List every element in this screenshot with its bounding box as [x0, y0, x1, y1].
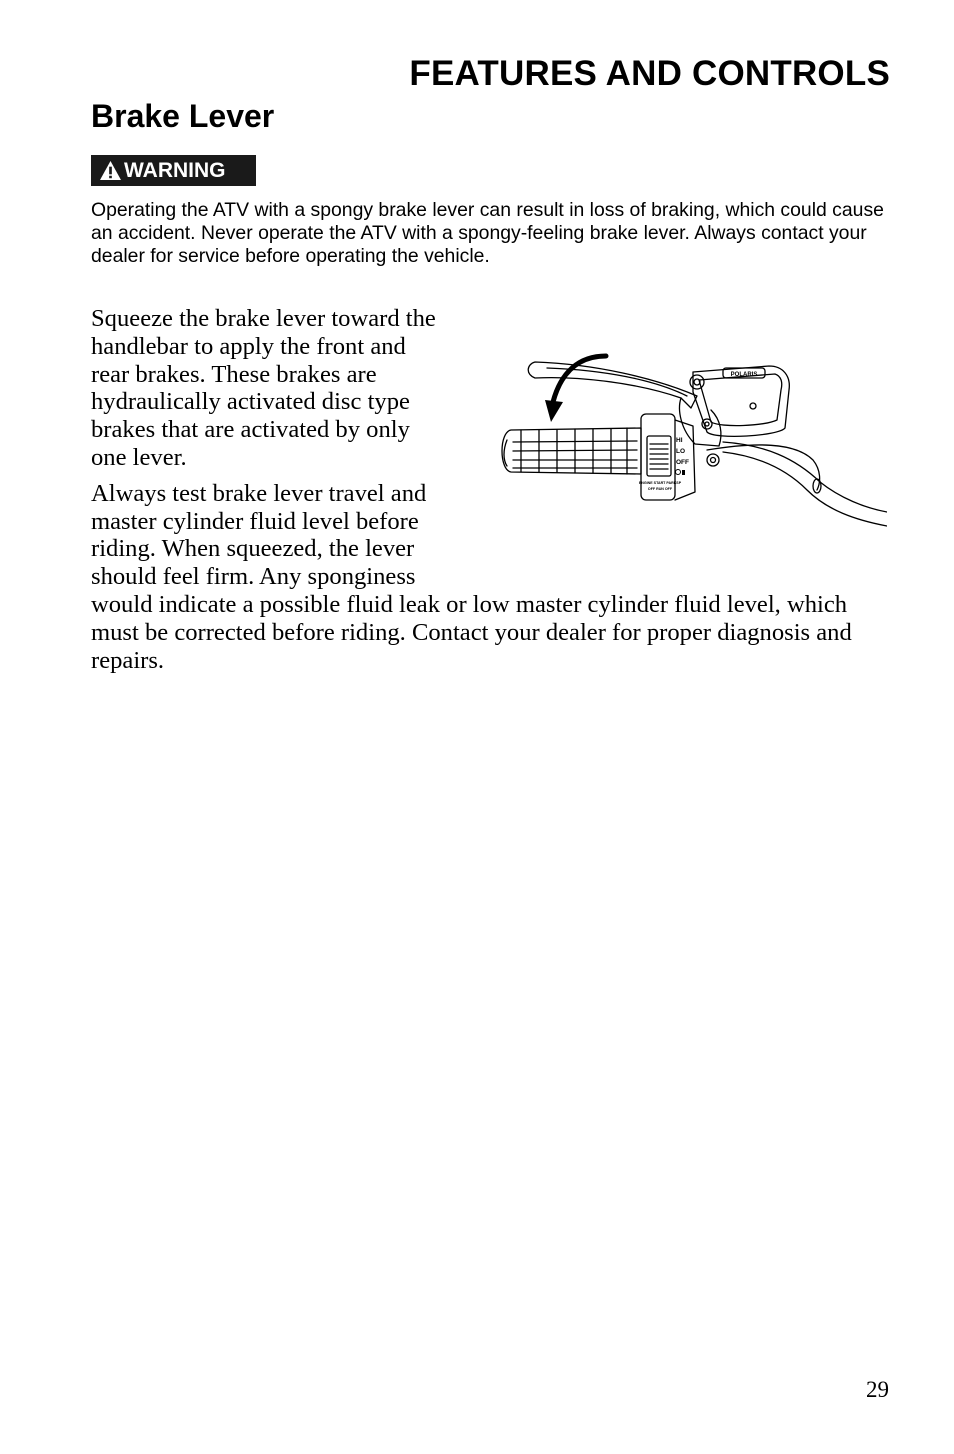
body-paragraph-1: Squeeze the brake lever toward the handlebar to apply the front and rear brakes. These brakes are hydraulically activated disc type brakes that are activated by only one lever. [91, 305, 436, 471]
chapter-title: FEATURES AND CONTROLS [409, 54, 890, 93]
reservoir-brand-label: POLARIS [730, 372, 758, 378]
switch-label-engine-row: ENGINE START PARKSP [638, 481, 682, 485]
switch-label-off: OFF [676, 459, 689, 466]
warning-label: WARNING [124, 158, 226, 182]
handlebar-tube [723, 442, 887, 512]
switch-label-engine-states: OFF RUN OFF [647, 487, 673, 491]
brake-lever-figure [495, 350, 887, 536]
switch-label-hi: HI [676, 437, 683, 444]
warning-triangle-icon [99, 160, 122, 181]
warning-badge [91, 155, 256, 186]
warning-text: Operating the ATV with a spongy brake lever can result in loss of braking, which could cause an accident. Never operate the ATV with a spongy-feeling brake lever. Always contact your dealer for service before operating the vehicle. [91, 199, 884, 267]
light-switch [647, 436, 671, 476]
switch-label-lo: LO [676, 448, 686, 455]
page-number: 29 [866, 1377, 889, 1402]
section-title: Brake Lever [91, 98, 275, 134]
body-paragraph-2: Always test brake lever travel and master cylinder fluid level before riding. When squeezed, the lever should feel firm. Any sponginess would indicate a possible fluid leak or low master cylinder fluid level, which must be corrected before riding. Contact your dealer for proper diagnosis and repairs. [91, 479, 852, 674]
